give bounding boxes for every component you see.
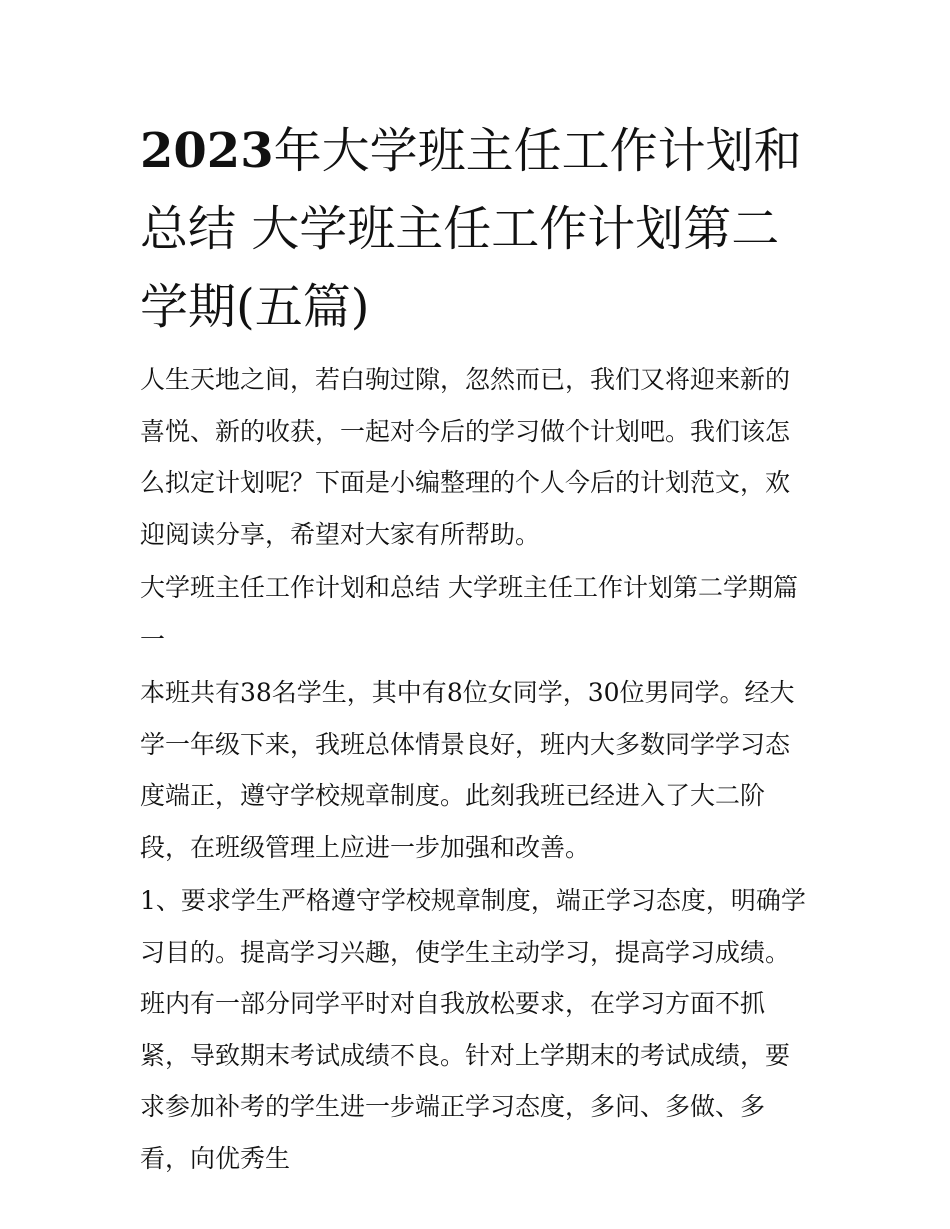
section-heading: 大学班主任工作计划和总结 大学班主任工作计划第二学期篇一 bbox=[140, 573, 798, 654]
body-paragraph: 本班共有38名学生，其中有8位女同学，30位男同学。经大学一年级下来，我班总体情景良好，班内大多数同学学习态度端正，遵守学校规章制度。此刻我班已经进入了大二阶段，在班级管理上应进一步加强和改善。 bbox=[140, 678, 795, 862]
title-text: 年大学班主任工作计划和总结 大学班主任工作计划第二学期(五篇) bbox=[140, 123, 802, 335]
document-page bbox=[140, 112, 812, 1184]
body-paragraph: 1、要求学生严格遵守学校规章制度，端正学习态度，明确学习目的。提高学习兴趣，使学生主动学习，提高学习成绩。班内有一部分同学平时对自我放松要求，在学习方面不抓紧，导致期末考试成绩不良。针对上学期末的考试成绩，要求参加补考的学生进一步端正学习态度，多问、多做、多看，向优秀生 bbox=[140, 886, 806, 1173]
intro-paragraph: 人生天地之间，若白驹过隙，忽然而已，我们又将迎来新的喜悦、新的收获，一起对今后的学习做个计划吧。我们该怎么拟定计划呢？下面是小编整理的个人今后的计划范文，欢迎阅读分享，希望对大家有所帮助。 bbox=[140, 365, 791, 549]
title-year: 2023 bbox=[140, 123, 274, 179]
document-title bbox=[140, 112, 812, 346]
